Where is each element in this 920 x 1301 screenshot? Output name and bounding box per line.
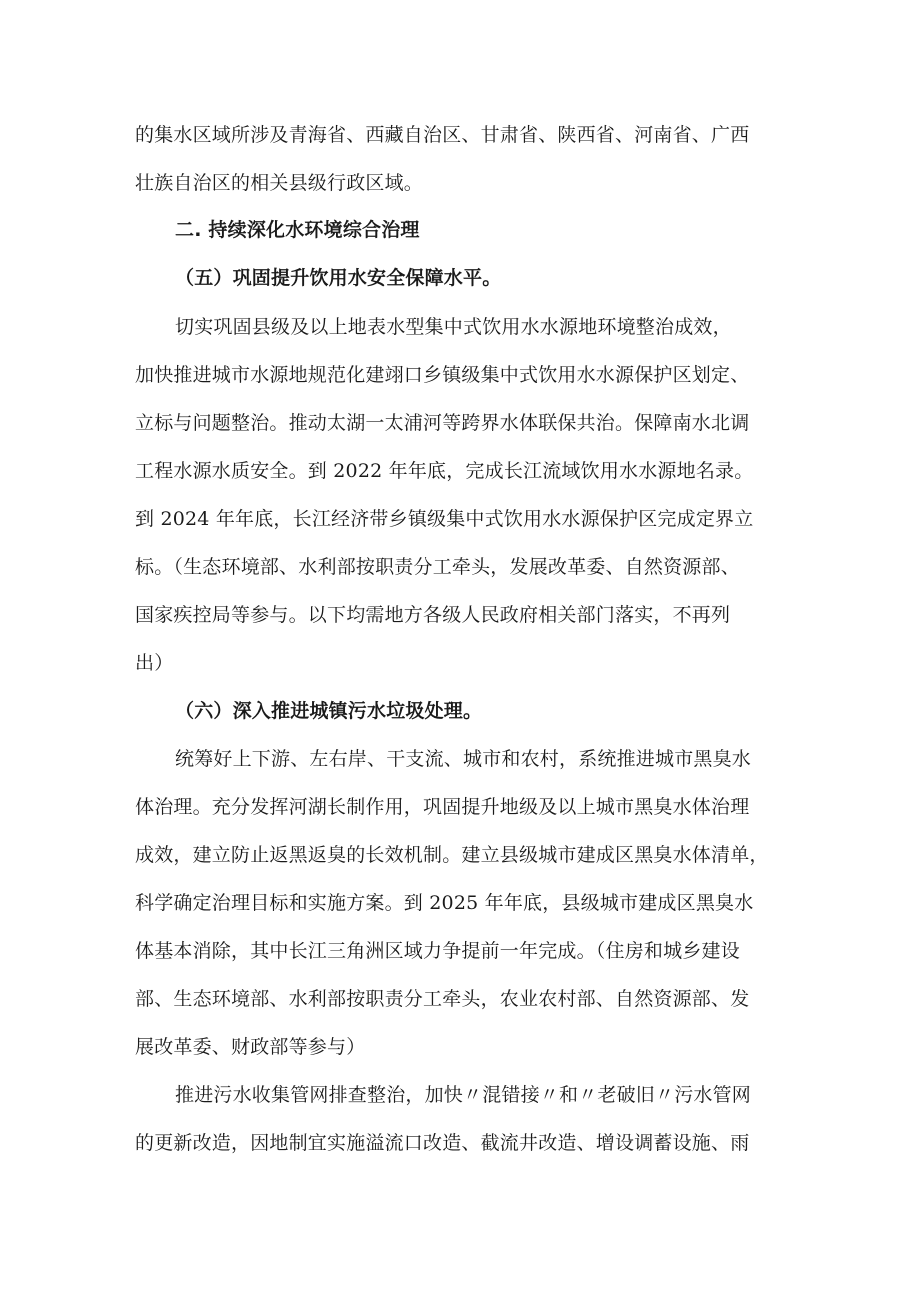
section-heading: 二. 持续深化水环境综合治理 <box>175 219 420 241</box>
subsection-5-line-1: 切实巩固县级及以上地表水型集中式饮用水水源地环境整治成效， <box>175 316 732 338</box>
subsection-5-line-3: 立标与问题整治。推动太湖一太浦河等跨界水体联保共治。保障南水北调 <box>135 412 750 434</box>
subsection-6-p1-line-3: 成效，建立防止返黑返臭的长效机制。建立县级城市建成区黑臭水体清单， <box>135 844 769 866</box>
subsection-6-p1-line-7: 展改革委、财政部等参与） <box>135 1036 366 1058</box>
subsection-5-line-8: 出） <box>135 652 174 674</box>
subsection-5-line-2: 加快推进城市水源地规范化建翊口乡镇级集中式饮用水水源保护区划定、 <box>135 364 750 386</box>
subsection-6-p2-line-1: 推进污水收集管网排查整治，加快〃混错接〃和〃老破旧〃污水管网 <box>175 1084 752 1106</box>
subsection-6-p2-line-2: 的更新改造，因地制宜实施溢流口改造、截流井改造、增设调蓄设施、雨 <box>135 1132 750 1154</box>
subsection-5-line-4: 工程水源水质安全。到 2022 年年底，完成长江流域饮用水水源地名录。 <box>135 460 754 482</box>
subsection-6-p1-line-5: 体基本消除，其中长江三角洲区域力争提前一年完成。（住房和城乡建设 <box>135 940 740 962</box>
intro-line-2: 壮族自治区的相关县级行政区域。 <box>135 172 424 194</box>
subsection-6-p1-line-4: 科学确定治理目标和实施方案。到 2025 年年底，县级城市建成区黑臭水 <box>135 892 754 914</box>
subsection-6-p1-line-1: 统筹好上下游、左右岸、干支流、城市和农村，系统推进城市黑臭水 <box>175 748 752 770</box>
intro-line-1: 的集水区域所涉及青海省、西藏自治区、甘肃省、陕西省、河南省、广西 <box>135 124 750 146</box>
subsection-5-line-5: 到 2024 年年底，长江经济带乡镇级集中式饮用水水源保护区完成定界立 <box>135 508 754 530</box>
subsection-5-line-7: 国家疾控局等参与。以下均需地方各级人民政府相关部门落实，不再列 <box>135 604 731 626</box>
subsection-5-heading: （五）巩固提升饮用水安全保障水平。 <box>175 267 502 289</box>
subsection-6-heading: （六）深入推进城镇污水垃圾处理。 <box>175 700 483 722</box>
subsection-5-line-6: 标。（生态环境部、水利部按职责分工牵头，发展改革委、自然资源部、 <box>135 556 740 578</box>
subsection-6-p1-line-6: 部、生态环境部、水利部按职责分工牵头，农业农村部、自然资源部、发 <box>135 988 750 1010</box>
subsection-6-p1-line-2: 体治理。充分发挥河湖长制作用，巩固提升地级及以上城市黑臭水体治理 <box>135 796 750 818</box>
